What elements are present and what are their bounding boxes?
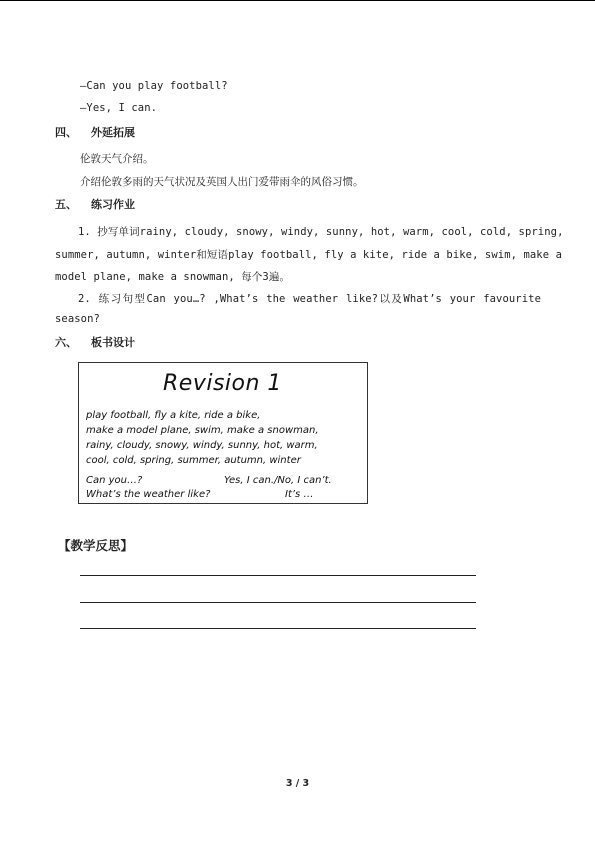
section-4-line-2: 介绍伦敦多雨的天气状况及英国人出门爱带雨伞的风俗习惯。 bbox=[80, 176, 364, 188]
section-6-number: 六、 bbox=[55, 336, 77, 349]
reflection-writing-line bbox=[80, 602, 476, 603]
section-4-heading bbox=[55, 124, 541, 140]
reflection-writing-line bbox=[80, 575, 476, 576]
homework-item-2-line-2: season? bbox=[55, 313, 100, 325]
section-4-line-1: 伦敦天气介绍。 bbox=[80, 153, 154, 165]
section-4-number: 四、 bbox=[55, 126, 77, 139]
section-5-title: 练习作业 bbox=[91, 198, 135, 211]
homework-item-1-line-2: summer, autumn, winter和短语play football, fly a kite, ride a bike, swim, make a bbox=[55, 249, 562, 261]
board-title: Revision 1 bbox=[163, 371, 282, 396]
board-answer-1: Yes, I can./No, I can’t. bbox=[224, 475, 332, 486]
reflection-title: 【教学反思】 bbox=[58, 538, 134, 553]
board-line-1: play football, fly a kite, ride a bike, bbox=[86, 410, 261, 421]
top-rule bbox=[0, 0, 595, 1]
section-5-heading bbox=[55, 196, 541, 212]
page-number: 3 / 3 bbox=[285, 778, 310, 789]
board-line-4: cool, cold, spring, summer, autumn, winter bbox=[86, 455, 301, 466]
board-question-1: Can you…? bbox=[86, 475, 143, 486]
section-6-title: 板书设计 bbox=[91, 336, 135, 349]
board-question-2: What’s the weather like? bbox=[86, 489, 211, 500]
board-line-3: rainy, cloudy, snowy, windy, sunny, hot, warm, bbox=[86, 440, 318, 451]
dialog-answer: —Yes, I can. bbox=[80, 102, 158, 114]
board-answer-2: It’s … bbox=[285, 489, 314, 500]
section-4-title: 外延拓展 bbox=[91, 126, 135, 139]
reflection-writing-line bbox=[80, 628, 476, 629]
homework-item-1-line-1: 1. 抄写单词rainy, cloudy, snowy, windy, sunny, hot, warm, cool, cold, spring, bbox=[78, 226, 564, 238]
board-line-2: make a model plane, swim, make a snowman, bbox=[86, 425, 319, 436]
section-5-number: 五、 bbox=[55, 198, 77, 211]
homework-item-1-line-3: model plane, make a snowman, 每个3遍。 bbox=[55, 271, 291, 283]
section-6-heading bbox=[55, 334, 541, 350]
blackboard-design bbox=[78, 362, 368, 504]
homework-item-2-line-1: 2. 练习句型Can you…? ,What’s the weather like?以及What’s your favourite bbox=[78, 293, 541, 305]
dialog-question: —Can you play football? bbox=[80, 80, 228, 92]
